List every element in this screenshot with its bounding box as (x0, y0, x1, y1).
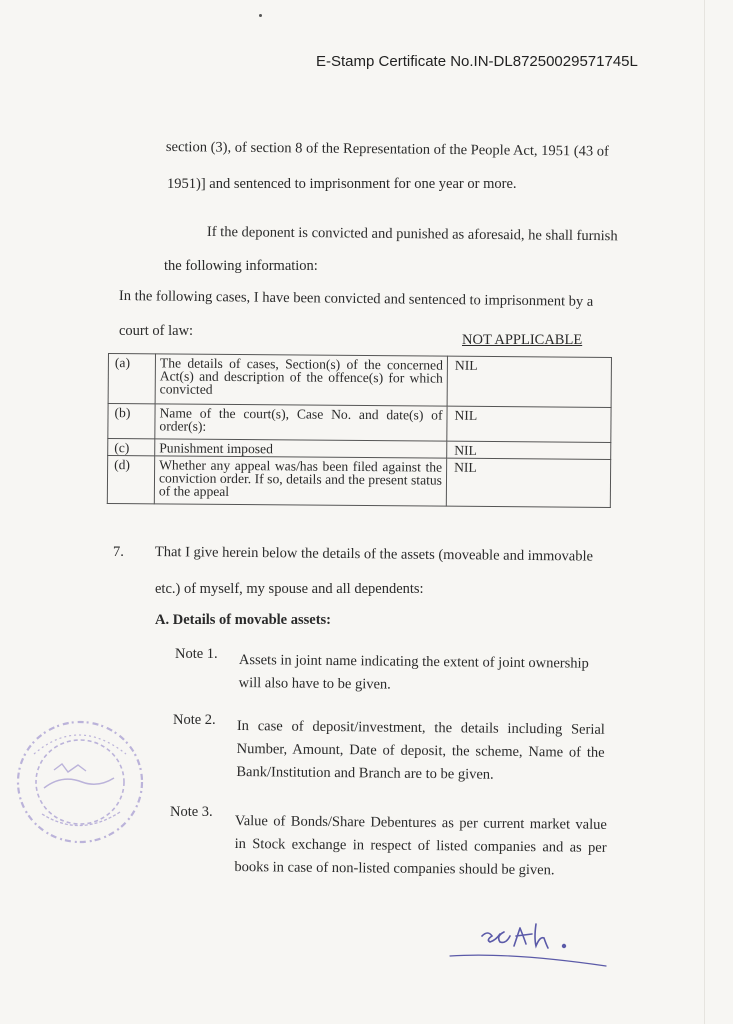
row-label: (c) (108, 439, 155, 456)
row-answer: NIL (447, 441, 611, 459)
cases-para-line-1: In the following cases, I have been convicted and sentenced to imprisonment by a (118, 288, 594, 310)
note-text: Assets in joint name indicating the extent of joint ownership will also have to be given. (238, 651, 589, 693)
note-label: Note 1. (175, 646, 218, 662)
page-speck (259, 14, 262, 17)
conviction-details-table (107, 353, 612, 508)
note-label: Note 3. (170, 804, 213, 820)
deponent-signature (446, 918, 611, 974)
deponent-para-line-2: the following information: (164, 258, 318, 274)
estamp-certificate-number: E-Stamp Certificate No.IN-DL87250029571745L (316, 53, 638, 70)
table-row (107, 456, 610, 508)
section-number: 7. (113, 544, 124, 560)
cases-para-line-2: court of law: (119, 323, 194, 339)
row-answer: NIL (447, 406, 611, 442)
section7-line-2: etc.) of myself, my spouse and all dependents: (155, 581, 424, 597)
table-row (108, 354, 611, 408)
row-description: Whether any appeal was/has been filed against the conviction order. If so, details and the present status of the appeal (154, 456, 446, 506)
row-label: (d) (107, 456, 154, 504)
row-answer: NIL (447, 356, 611, 407)
movable-assets-heading: A. Details of movable assets: (155, 612, 331, 628)
note-label: Note 2. (173, 712, 216, 728)
row-label: (b) (108, 404, 155, 439)
note-text: In case of deposit/investment, the details including Serial Number, Amount, Date of deposit, the scheme, Name of the Bank/Institution and Branch are to be given. (236, 717, 605, 783)
table-row (108, 404, 611, 443)
note-text: Value of Bonds/Share Debentures as per current market value in Stock exchange in respect of listed companies and as per books in case of non-listed companies should be given. (234, 812, 607, 879)
row-answer: NIL (446, 458, 610, 507)
notary-seal-stamp (14, 718, 146, 846)
intro-line-2: 1951)] and sentenced to imprisonment for one year or more. (167, 176, 517, 192)
row-description: Punishment imposed (155, 439, 447, 458)
row-label: (a) (108, 354, 155, 404)
intro-line-1: section (3), of section 8 of the Representation of the People Act, 1951 (43 of (165, 139, 609, 160)
section7-line-1: That I give herein below the details of the assets (moveable and immovable (154, 544, 594, 565)
row-description: The details of cases, Section(s) of the concerned Act(s) and description of the offence(s) for which convicted (155, 354, 447, 406)
not-applicable-note: NOT APPLICABLE (462, 332, 583, 348)
row-description: Name of the court(s), Case No. and date(s) of order(s): (155, 404, 447, 441)
deponent-para-line-1: If the deponent is convicted and punished as aforesaid, he shall furnish (206, 224, 618, 245)
scan-edge (704, 0, 705, 1024)
